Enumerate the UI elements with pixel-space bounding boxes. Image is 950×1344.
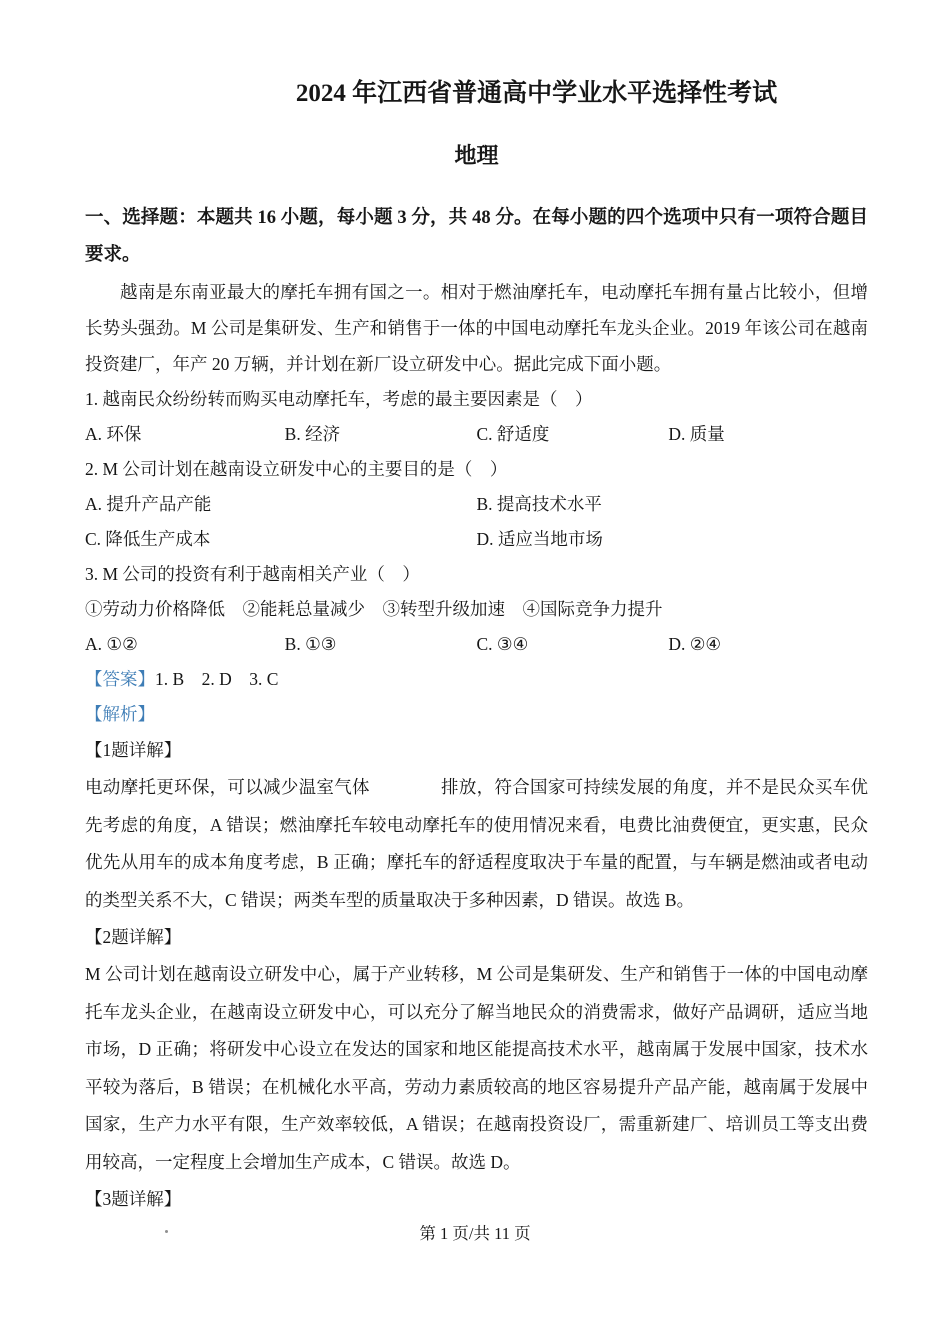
question-block-1 bbox=[85, 382, 868, 452]
analysis-label: 【解析】 bbox=[85, 704, 155, 724]
passage-text: 越南是东南亚最大的摩托车拥有国之一。相对于燃油摩托车，电动摩托车拥有量占比较小，但增长势头强劲。M 公司是集研发、生产和销售于一体的中国电动摩托车龙头企业。2019 年该公司在越南投资建厂，年产 20 万辆，并计划在新厂设立研发中心。据此完成下面小题。 bbox=[85, 282, 868, 374]
option-item: C. 舒适度 bbox=[476, 424, 550, 444]
option-item: B. ①③ bbox=[284, 634, 337, 654]
option-item: A. ①② bbox=[85, 634, 138, 654]
explanation-1-heading: 【1题详解】 bbox=[85, 740, 182, 760]
question-1-options bbox=[85, 417, 868, 452]
document-body bbox=[85, 78, 868, 1218]
explanation-3-heading: 【3题详解】 bbox=[85, 1189, 182, 1209]
explanation-2-heading: 【2题详解】 bbox=[85, 927, 182, 947]
question-3-subitems: ①劳动力价格降低 ②能耗总量减少 ③转型升级加速 ④国际竞争力提升 bbox=[85, 599, 663, 619]
option-item: D. 质量 bbox=[668, 424, 725, 444]
analysis-row bbox=[85, 697, 868, 732]
subject-title: 地理 bbox=[454, 143, 499, 168]
section-heading: 一、选择题：本题共 16 小题，每小题 3 分，共 48 分。在每小题的四个选项中只有一项符合题目要求。 bbox=[85, 208, 868, 265]
option-item: C. ③④ bbox=[476, 634, 529, 654]
answer-row bbox=[85, 662, 868, 697]
question-3-options bbox=[85, 627, 868, 662]
explanation-1-text: 电动摩托更环保，可以减少温室气体 排放，符合国家可持续发展的角度，并不是民众买车优先考虑的角度，A 错误；燃油摩托车较电动摩托车的使用情况来看，电费比油费便宜，更实惠，民众优先从用车的成本角度考虑，B 正确；摩托车的舒适程度取决于车量的配置，与车辆是燃油或者电动的类型关系不大，C 错误；两类车型的质量取决于多种因素，D 错误。故选 B。 bbox=[85, 777, 868, 910]
question-1-stem: 1. 越南民众纷纷转而购买电动摩托车，考虑的最主要因素是（ ） bbox=[85, 389, 593, 409]
option-item: B. 提高技术水平 bbox=[476, 494, 602, 514]
answer-label: 【答案】 bbox=[85, 669, 155, 689]
question-2-stem: 2. M 公司计划在越南设立研发中心的主要目的是（ ） bbox=[85, 459, 508, 479]
question-block-2 bbox=[85, 452, 868, 557]
option-item: B. 经济 bbox=[284, 424, 341, 444]
page-footer: 第 1 页/共 11 页 bbox=[419, 1224, 531, 1243]
question-2-options bbox=[85, 487, 868, 557]
question-block-3 bbox=[85, 557, 868, 662]
option-item: A. 提升产品产能 bbox=[85, 494, 212, 514]
explanation-2-text: M 公司计划在越南设立研发中心，属于产业转移，M 公司是集研发、生产和销售于一体的中国电动摩托车龙头企业，在越南设立研发中心，可以充分了解当地民众的消费需求，做好产品调研，适应当地市场，D 正确；将研发中心设立在发达的国家和地区能提高技术水平，越南属于发展中国家，技术水平较为落后，B 错误；在机械化水平高，劳动力素质较高的地区容易提升产品产能，越南属于发展中国家，生产力水平有限，生产效率较低，A 错误；在越南投资设厂，需重新建厂、培训员工等支出费用较高，一定程度上会增加生产成本，C 错误。故选 D。 bbox=[85, 964, 868, 1172]
option-item: D. ②④ bbox=[668, 634, 722, 654]
option-item: C. 降低生产成本 bbox=[85, 529, 211, 549]
answer-text: 1. B 2. D 3. C bbox=[155, 669, 279, 689]
option-item: D. 适应当地市场 bbox=[476, 529, 603, 549]
option-item: A. 环保 bbox=[85, 424, 142, 444]
question-3-stem: 3. M 公司的投资有利于越南相关产业（ ） bbox=[85, 564, 420, 584]
page-title: 2024 年江西省普通高中学业水平选择性考试 bbox=[295, 80, 778, 107]
